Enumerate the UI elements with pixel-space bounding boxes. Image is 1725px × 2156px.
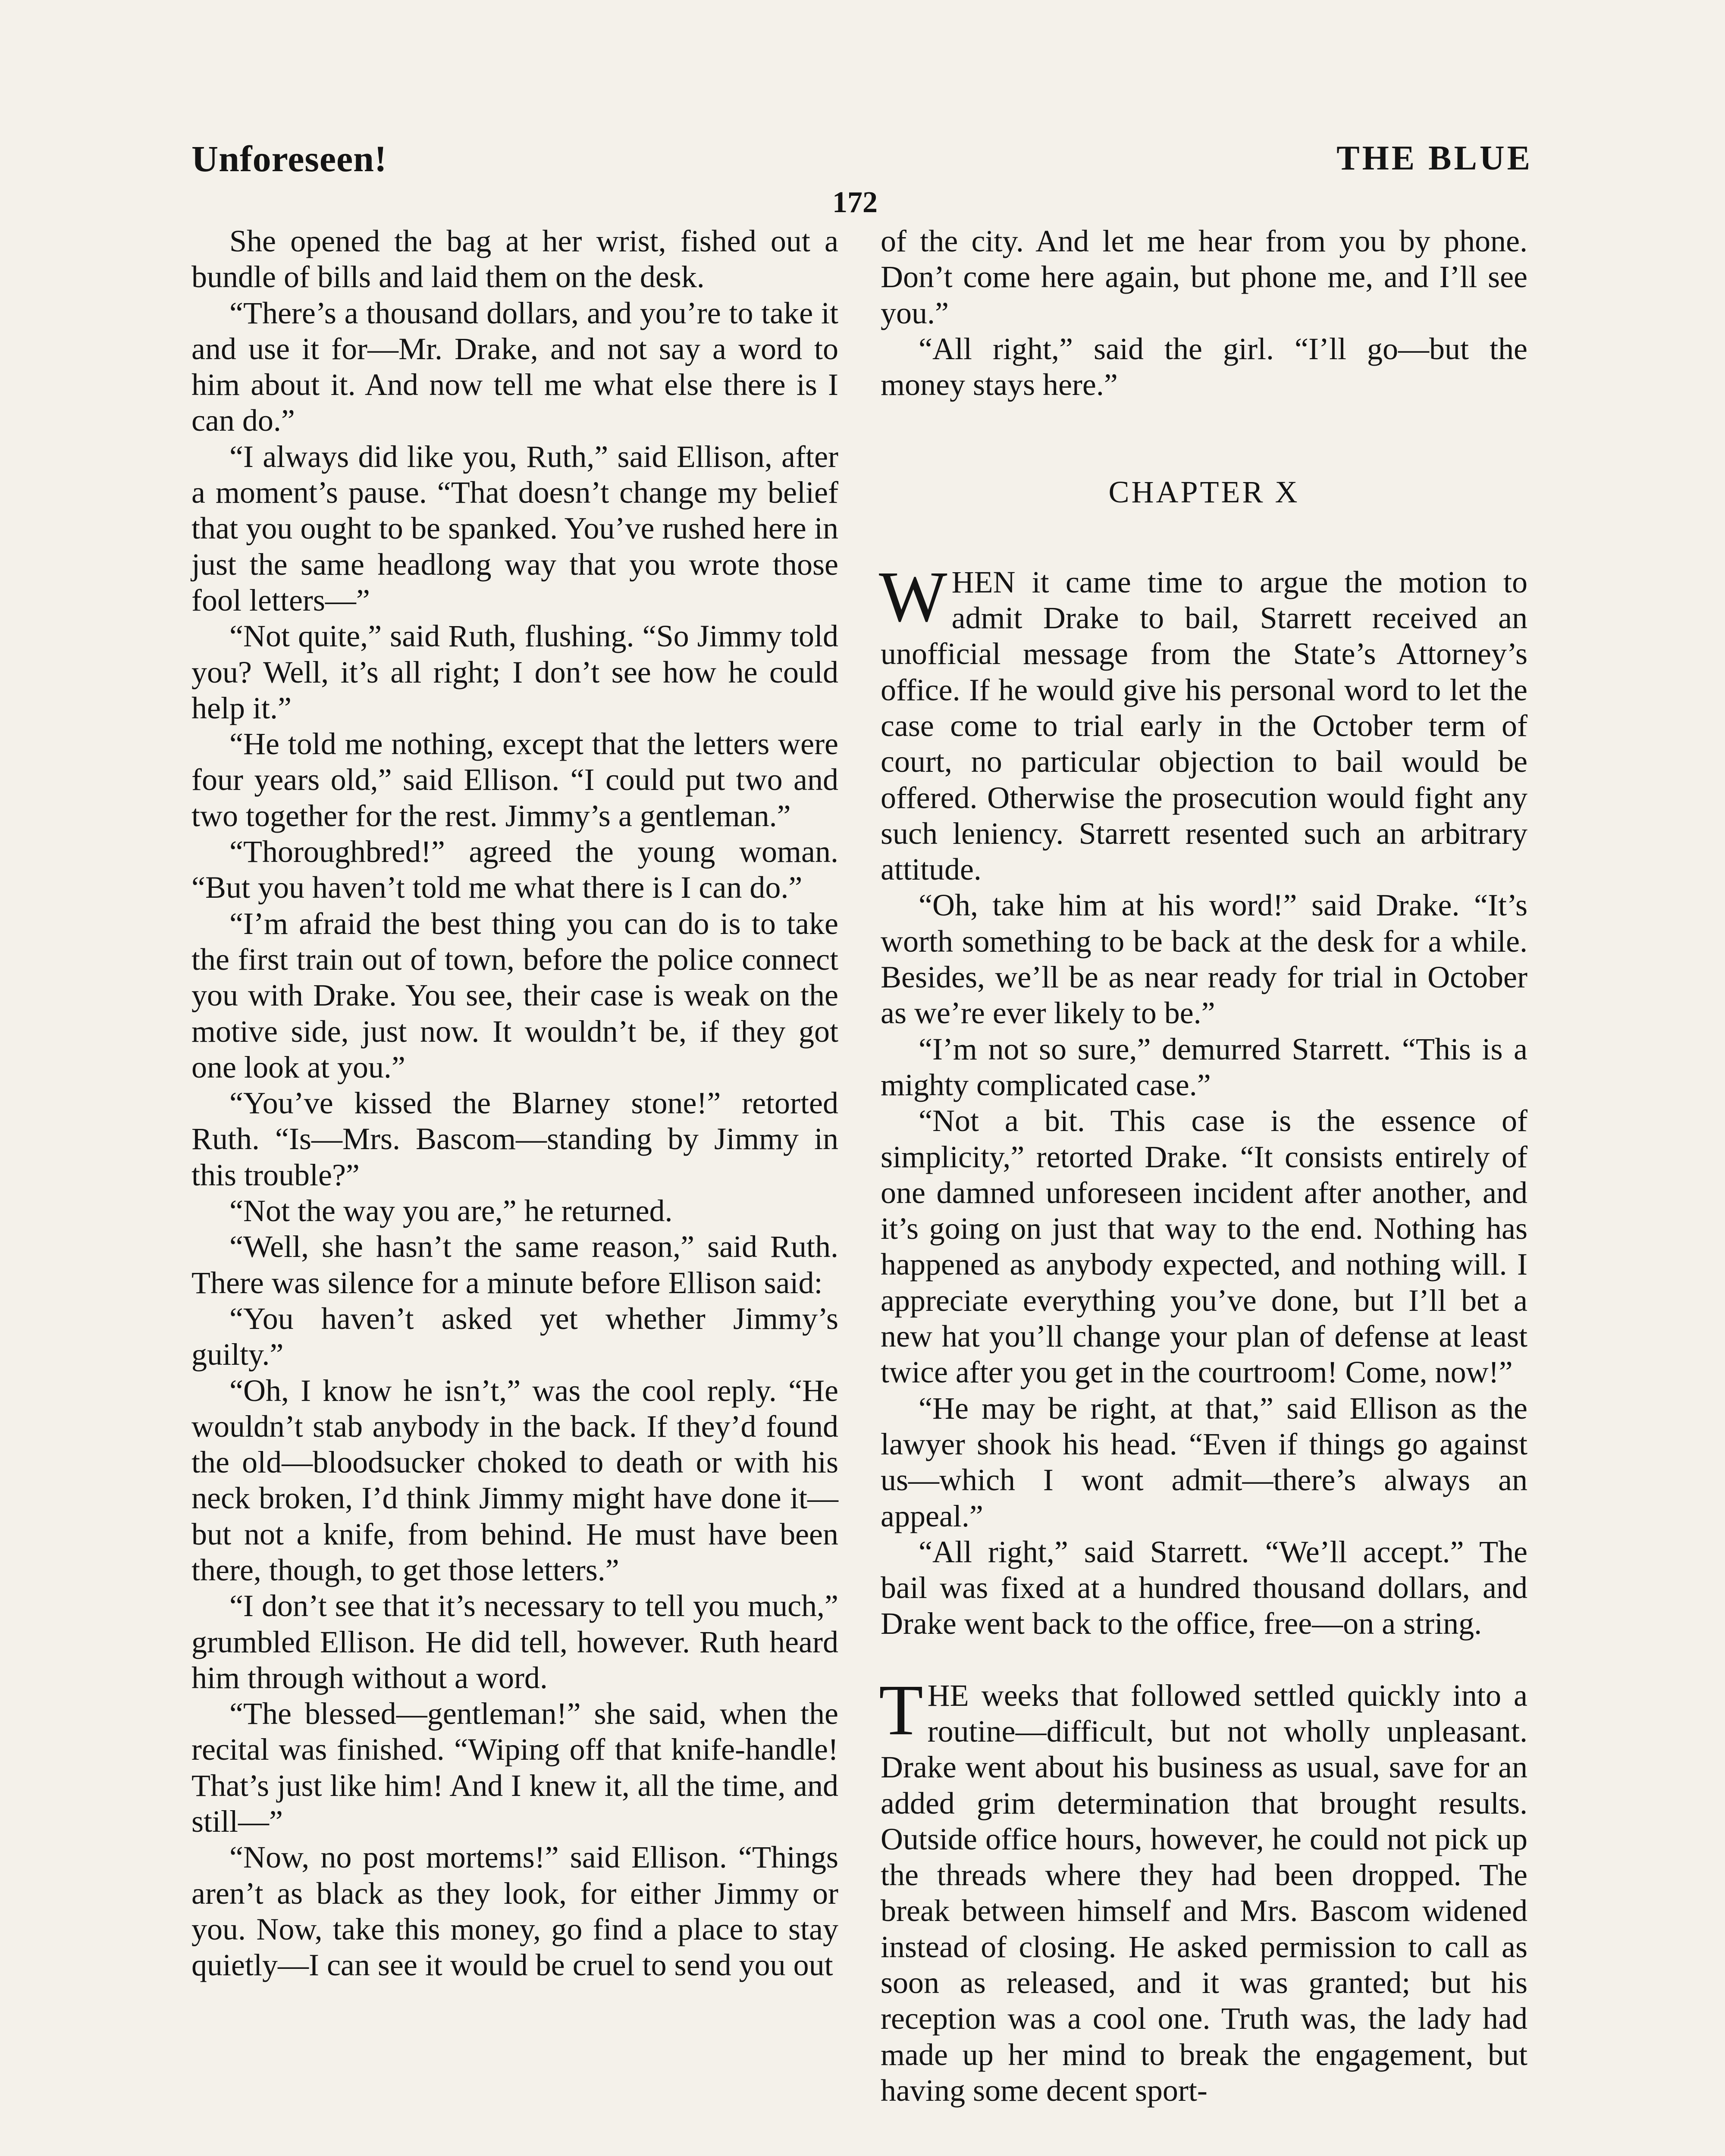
paragraph: “I always did like you, Ruth,” said Ellison, after a moment’s pause. “That doesn’t change my belief that you ought to be spanked. You’ve rushed here in just the same headlong way that you wrote those fool letters—”	[191, 439, 838, 617]
paragraph: “You haven’t asked yet whether Jimmy’s guilty.”	[191, 1301, 838, 1372]
paragraph: “I don’t see that it’s necessary to tell you much,” grumbled Ellison. He did tell, however. Ruth heard him through without a word.	[191, 1589, 838, 1695]
running-head-story-title: Unforeseen!	[191, 138, 387, 179]
paragraph: “Oh, I know he isn’t,” was the cool reply. “He wouldn’t stab anybody in the back. If they’d found the old—bloodsucker choked to death or with his neck broken, I’d think Jimmy might have done it—but not a knife, from behind. He must have been there, though, to get those letters.”	[191, 1373, 838, 1587]
paragraph: “Not quite,” said Ruth, flushing. “So Jimmy told you? Well, it’s all right; I don’t see how he could help it.”	[191, 619, 838, 725]
chapter-opening-paragraph	[879, 556, 1527, 888]
page-number: 172	[832, 186, 878, 219]
section-break	[881, 1642, 1527, 1678]
paragraph: “He told me nothing, except that the letters were four years old,” said Ellison. “I could put two and two together for the rest. Jimmy’s a gentleman.”	[191, 727, 838, 833]
section-opening-paragraph	[879, 1670, 1527, 2109]
paragraph: “Now, no post mortems!” said Ellison. “Things aren’t as black as they look, for either Jimmy or you. Now, take this money, go find a place to stay quietly—I can see it would be cruel to send you out	[191, 1840, 838, 1983]
paragraph: “There’s a thousand dollars, and you’re to take it and use it for—Mr. Drake, and not say a word to him about it. And now tell me what else there is I can do.”	[191, 295, 838, 438]
paragraph: “He may be right, at that,” said Ellison as the lawyer shook his head. “Even if things go against us—which I wont admit—there’s always an appeal.”	[881, 1391, 1527, 1533]
paragraph: “All right,” said Starrett. “We’ll accept.” The bail was fixed at a hundred thousand dollars, and Drake went back to the office, free—on a string.	[881, 1534, 1527, 1641]
paragraph-text: HE weeks that followed settled quickly into a routine—difficult, but not wholly unpleasant. Drake went about his business as usual, save for an added grim determination that brought results. Outside office hours, however, he could not pick up the threads where they had been dropped. The break between himself and Mrs. Bascom widened instead of closing. He asked permission to call as soon as released, and it was granted; but his reception was a cool one. Truth was, the lady had made up her mind to break the engagement, but having some decent sport-	[881, 1678, 1527, 2108]
paragraph: “I’m not so sure,” demurred Starrett. “This is a mighty complicated case.”	[881, 1031, 1527, 1102]
paragraph: “Not a bit. This case is the essence of simplicity,” retorted Drake. “It consists entirely of one damned unforeseen incident after another, and it’s going on just that way to the end. Nothing has happened as anybody expected, and nothing will. I appreciate everything you’ve done, but I’ll bet a new hat you’ll change your plan of defense at least twice after you get in the courtroom! Come, now!”	[881, 1103, 1527, 1390]
paragraph: “Thoroughbred!” agreed the young woman. “But you haven’t told me what there is I can do.”	[191, 834, 838, 905]
left-text-column	[191, 223, 838, 1984]
paragraph: “All right,” said the girl. “I’ll go—but the money stays here.”	[881, 331, 1527, 402]
paragraph: “Not the way you are,” he returned.	[229, 1194, 673, 1228]
paragraph: “You’ve kissed the Blarney stone!” retorted Ruth. “Is—Mrs. Bascom—standing by Jimmy in this trouble?”	[191, 1086, 838, 1192]
paragraph: “I’m afraid the best thing you can do is to take the first train out of town, before the police connect you with Drake. You see, their case is weak on the motive side, just now. It wouldn’t be, if they got one look at you.”	[191, 906, 838, 1084]
paragraph: “Oh, take him at his word!” said Drake. “It’s worth something to be back at the desk for a while. Besides, we’ll be as near ready for trial in October as we’re ever likely to be.”	[881, 888, 1527, 1031]
drop-cap-letter: W	[879, 556, 947, 637]
paragraph: “Well, she hasn’t the same reason,” said Ruth. There was silence for a minute before Ellison said:	[191, 1229, 838, 1300]
paragraph: “The blessed—gentleman!” she said, when the recital was finished. “Wiping off that knife-handle! That’s just like him! And I knew it, all the time, and still—”	[191, 1696, 838, 1839]
right-text-column	[881, 223, 1527, 2109]
running-head-magazine-title: THE BLUE	[1336, 139, 1533, 177]
paragraph-continuation: of the city. And let me hear from you by phone. Don’t come here again, but phone me, and I’ll see you.”	[881, 224, 1527, 330]
drop-cap-letter: T	[879, 1670, 923, 1750]
paragraph-text: HEN it came time to argue the motion to admit Drake to bail, Starrett received an unofficial message from the State’s Attorney’s office. If he would give his personal word to let the case come to trial early in the October term of court, no particular objection to bail would be offered. Otherwise the prosecution would fight any such leniency. Starrett resented such an arbitrary attitude.	[881, 564, 1527, 887]
chapter-heading: CHAPTER X	[1108, 475, 1300, 510]
paragraph: She opened the bag at her wrist, fished out a bundle of bills and laid them on the desk.	[191, 224, 838, 295]
